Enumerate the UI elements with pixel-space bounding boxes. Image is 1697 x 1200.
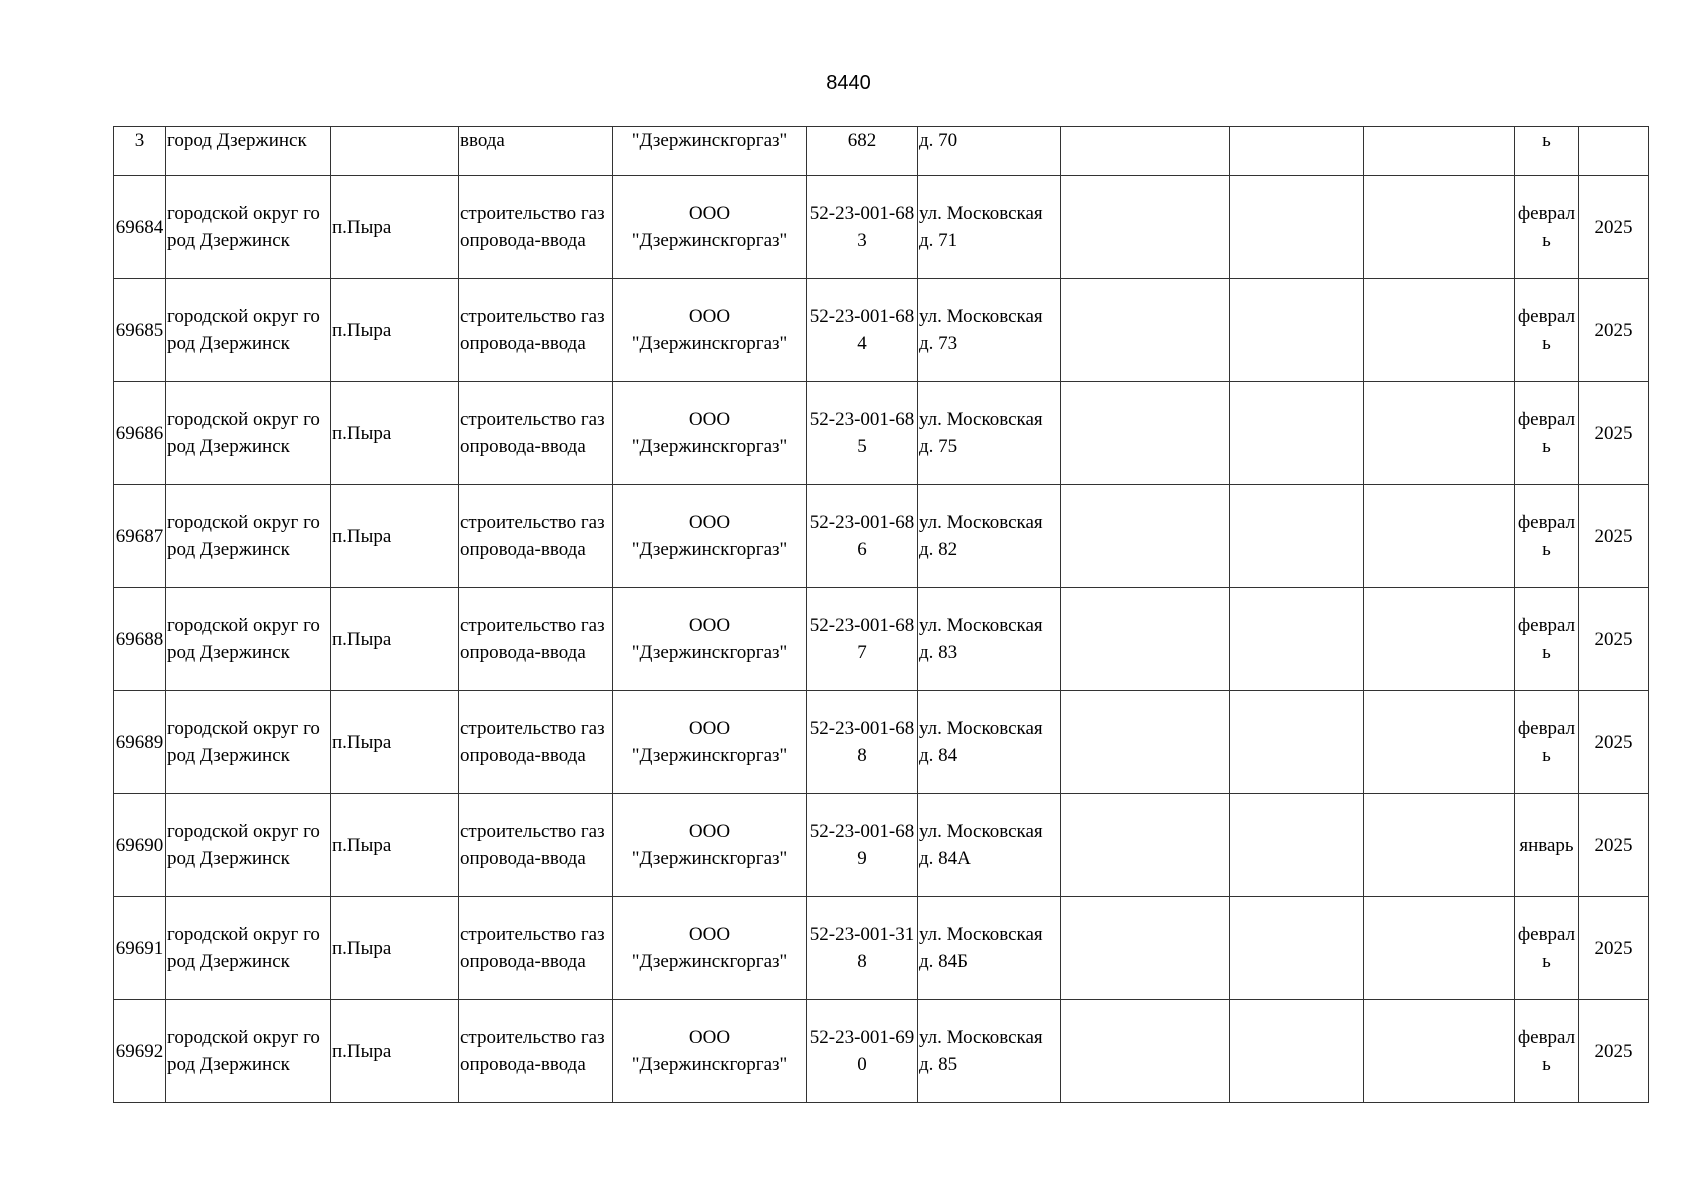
empty-cell-cell	[1061, 691, 1230, 794]
year-cell	[1579, 279, 1649, 382]
empty-cell-cell	[1230, 588, 1364, 691]
row-number-cell	[114, 588, 166, 691]
organization-line-2: "Дзержинскгоргаз"	[631, 951, 788, 972]
district-cell	[166, 588, 331, 691]
row-number-cell	[114, 176, 166, 279]
cadastral-code: 52-23-001-684	[809, 306, 915, 354]
organization-cell	[613, 485, 807, 588]
empty-cell-cell	[1364, 127, 1515, 176]
organization-cell	[613, 279, 807, 382]
table-row	[114, 485, 1649, 588]
year: 2025	[1594, 216, 1633, 238]
table-row	[114, 588, 1649, 691]
address-cell	[918, 897, 1061, 1000]
district-cell	[166, 279, 331, 382]
row-number: 69686	[115, 422, 164, 444]
cadastral-code-cell	[807, 1000, 918, 1103]
month-cell	[1515, 176, 1579, 279]
row-number-cell	[114, 1000, 166, 1103]
locality-cell	[331, 279, 459, 382]
address-line-1: ул. Московская	[919, 821, 1043, 842]
locality-cell	[331, 382, 459, 485]
month: февраль	[1517, 203, 1576, 251]
work-type-cell	[459, 897, 613, 1000]
empty-cell-cell	[1364, 588, 1515, 691]
year-cell	[1579, 897, 1649, 1000]
cadastral-code: 682	[847, 130, 877, 151]
work-type-cell	[459, 691, 613, 794]
cadastral-code: 52-23-001-687	[809, 615, 915, 663]
address-line-1: ул. Московская	[919, 512, 1043, 533]
month-cell	[1515, 794, 1579, 897]
row-number: 69688	[115, 628, 164, 650]
empty-cell-cell	[1230, 691, 1364, 794]
district: городской округ город Дзержинск	[167, 924, 320, 972]
empty-cell-cell	[1061, 897, 1230, 1000]
address-cell	[918, 691, 1061, 794]
organization-line-1: ООО	[688, 718, 731, 739]
empty-cell-cell	[1364, 691, 1515, 794]
empty-cell-cell	[1061, 176, 1230, 279]
organization-line-2: "Дзержинскгоргаз"	[631, 1054, 788, 1075]
empty-cell-cell	[1364, 794, 1515, 897]
organization-line-2: "Дзержинскгоргаз"	[631, 333, 788, 354]
empty-cell-cell	[1061, 485, 1230, 588]
district-cell	[166, 176, 331, 279]
register-table	[113, 126, 1649, 1103]
row-number: 69687	[115, 525, 164, 547]
work-type-cell	[459, 588, 613, 691]
year: 2025	[1594, 422, 1633, 444]
work-type: ввода	[460, 130, 505, 151]
district: городской округ город Дзержинск	[167, 1027, 320, 1075]
cadastral-code-cell	[807, 794, 918, 897]
work-type: строительство газопровода-ввода	[460, 203, 605, 251]
district-cell	[166, 485, 331, 588]
organization-line-1: ООО	[688, 1027, 731, 1048]
address-line-1: ул. Московская	[919, 718, 1043, 739]
locality-cell	[331, 485, 459, 588]
empty-cell-cell	[1230, 176, 1364, 279]
work-type-cell	[459, 279, 613, 382]
year-cell	[1579, 176, 1649, 279]
month-cell	[1515, 382, 1579, 485]
year: 2025	[1594, 628, 1633, 650]
organization-line-2: "Дзержинскгоргаз"	[631, 848, 788, 869]
row-number: 69684	[115, 216, 164, 238]
locality-cell	[331, 897, 459, 1000]
cadastral-code-cell	[807, 279, 918, 382]
month: февраль	[1517, 1027, 1576, 1075]
district-cell	[166, 794, 331, 897]
cadastral-code: 52-23-001-686	[809, 512, 915, 560]
month: январь	[1519, 834, 1574, 856]
empty-cell-cell	[1364, 382, 1515, 485]
address-cell	[918, 794, 1061, 897]
empty-cell-cell	[1230, 279, 1364, 382]
district: городской округ город Дзержинск	[167, 512, 320, 560]
empty-cell-cell	[1230, 794, 1364, 897]
table-row	[114, 897, 1649, 1000]
address-cell	[918, 382, 1061, 485]
year: 2025	[1594, 834, 1633, 856]
empty-cell-cell	[1230, 127, 1364, 176]
cadastral-code: 52-23-001-685	[809, 409, 915, 457]
district-cell	[166, 691, 331, 794]
cadastral-code: 52-23-001-688	[809, 718, 915, 766]
empty-cell-cell	[1061, 794, 1230, 897]
month-cell	[1515, 485, 1579, 588]
organization-line-2: "Дзержинскгоргаз"	[631, 436, 788, 457]
cadastral-code-cell	[807, 691, 918, 794]
organization-line-1: ООО	[688, 306, 731, 327]
year-cell	[1579, 794, 1649, 897]
empty-cell-cell	[1230, 485, 1364, 588]
row-number: 69685	[115, 319, 164, 341]
empty-cell-cell	[1061, 127, 1230, 176]
address-cell	[918, 279, 1061, 382]
work-type-cell	[459, 1000, 613, 1103]
row-number-cell	[114, 897, 166, 1000]
month-cell	[1515, 691, 1579, 794]
month: февраль	[1517, 512, 1576, 560]
address-line-2: д. 84А	[919, 848, 971, 869]
month-cell	[1515, 1000, 1579, 1103]
organization-line-1: ООО	[688, 924, 731, 945]
cadastral-code: 52-23-001-683	[809, 203, 915, 251]
month: февраль	[1517, 409, 1576, 457]
locality: п.Пыра	[332, 937, 392, 959]
row-number: 69691	[115, 937, 164, 959]
empty-cell-cell	[1364, 279, 1515, 382]
organization-line-2: "Дзержинскгоргаз"	[631, 642, 788, 663]
locality-cell	[331, 176, 459, 279]
row-number: 69690	[115, 834, 164, 856]
organization: "Дзержинскгоргаз"	[631, 130, 788, 151]
work-type-cell	[459, 485, 613, 588]
locality-cell	[331, 1000, 459, 1103]
district-cell	[166, 382, 331, 485]
address-cell	[918, 176, 1061, 279]
locality: п.Пыра	[332, 422, 392, 444]
table-row	[114, 794, 1649, 897]
cadastral-code-cell	[807, 382, 918, 485]
work-type: строительство газопровода-ввода	[460, 615, 605, 663]
cadastral-code: 52-23-001-689	[809, 821, 915, 869]
year-cell	[1579, 691, 1649, 794]
district-cell	[166, 897, 331, 1000]
organization-cell	[613, 897, 807, 1000]
year-cell	[1579, 588, 1649, 691]
address-line-2: д. 85	[919, 1054, 958, 1075]
address-cell	[918, 127, 1061, 176]
organization-cell	[613, 127, 807, 176]
organization-cell	[613, 588, 807, 691]
row-number: 69692	[115, 1040, 164, 1062]
locality: п.Пыра	[332, 319, 392, 341]
row-number-cell	[114, 279, 166, 382]
address-line-2: д. 84	[919, 745, 958, 766]
table-row	[114, 176, 1649, 279]
table-row	[114, 691, 1649, 794]
row-number-cell	[114, 382, 166, 485]
locality-cell	[331, 691, 459, 794]
year: 2025	[1594, 731, 1633, 753]
table-row	[114, 382, 1649, 485]
address-line-1: ул. Московская	[919, 203, 1043, 224]
month: февраль	[1517, 924, 1576, 972]
month: февраль	[1517, 306, 1576, 354]
cadastral-code-cell	[807, 897, 918, 1000]
work-type-cell	[459, 382, 613, 485]
organization-line-1: ООО	[688, 409, 731, 430]
address-line-2: д. 75	[919, 436, 958, 457]
cadastral-code: 52-23-001-318	[809, 924, 915, 972]
organization-cell	[613, 691, 807, 794]
empty-cell-cell	[1364, 176, 1515, 279]
locality: п.Пыра	[332, 834, 392, 856]
empty-cell-cell	[1230, 382, 1364, 485]
organization-line-1: ООО	[688, 821, 731, 842]
work-type: строительство газопровода-ввода	[460, 512, 605, 560]
organization-line-1: ООО	[688, 203, 731, 224]
year-cell	[1579, 1000, 1649, 1103]
district: городской округ город Дзержинск	[167, 718, 320, 766]
empty-cell-cell	[1061, 279, 1230, 382]
year: 2025	[1594, 319, 1633, 341]
locality: п.Пыра	[332, 731, 392, 753]
district: город Дзержинск	[167, 130, 307, 151]
address-line-1: ул. Московская	[919, 615, 1043, 636]
year: 2025	[1594, 1040, 1633, 1062]
month-cell	[1515, 279, 1579, 382]
address-cell	[918, 485, 1061, 588]
address-cell	[918, 1000, 1061, 1103]
month-cell	[1515, 588, 1579, 691]
month: февраль	[1517, 615, 1576, 663]
locality-cell	[331, 127, 459, 176]
organization-line-2: "Дзержинскгоргаз"	[631, 539, 788, 560]
row-number: 3	[134, 130, 145, 151]
month-cell	[1515, 897, 1579, 1000]
address-line-2: д. 82	[919, 539, 958, 560]
address-line-2: д. 83	[919, 642, 958, 663]
cadastral-code-cell	[807, 176, 918, 279]
district-cell	[166, 127, 331, 176]
row-number: 69689	[115, 731, 164, 753]
page-number: 8440	[826, 72, 871, 94]
address-line-2: д. 71	[919, 230, 958, 251]
empty-cell-cell	[1364, 485, 1515, 588]
address: д. 70	[919, 130, 958, 151]
year: 2025	[1594, 937, 1633, 959]
work-type-cell	[459, 176, 613, 279]
address-line-2: д. 84Б	[919, 951, 969, 972]
cadastral-code: 52-23-001-690	[809, 1027, 915, 1075]
row-number-cell	[114, 794, 166, 897]
year-cell	[1579, 485, 1649, 588]
year-cell	[1579, 382, 1649, 485]
locality: п.Пыра	[332, 216, 392, 238]
cadastral-code-cell	[807, 588, 918, 691]
table-row	[114, 127, 1649, 176]
organization-line-1: ООО	[688, 615, 731, 636]
address-line-1: ул. Московская	[919, 924, 1043, 945]
empty-cell-cell	[1230, 897, 1364, 1000]
work-type-cell	[459, 127, 613, 176]
month: ь	[1542, 130, 1551, 151]
cadastral-code-cell	[807, 127, 918, 176]
table-row	[114, 279, 1649, 382]
row-number-cell	[114, 485, 166, 588]
work-type-cell	[459, 794, 613, 897]
address-line-1: ул. Московская	[919, 1027, 1043, 1048]
district: городской округ город Дзержинск	[167, 409, 320, 457]
month: февраль	[1517, 718, 1576, 766]
address-cell	[918, 588, 1061, 691]
locality: п.Пыра	[332, 1040, 392, 1062]
work-type: строительство газопровода-ввода	[460, 821, 605, 869]
work-type: строительство газопровода-ввода	[460, 409, 605, 457]
address-line-1: ул. Московская	[919, 409, 1043, 430]
organization-cell	[613, 1000, 807, 1103]
locality: п.Пыра	[332, 525, 392, 547]
work-type: строительство газопровода-ввода	[460, 924, 605, 972]
work-type: строительство газопровода-ввода	[460, 718, 605, 766]
district: городской округ город Дзержинск	[167, 615, 320, 663]
row-number-cell	[114, 691, 166, 794]
address-line-2: д. 73	[919, 333, 958, 354]
work-type: строительство газопровода-ввода	[460, 306, 605, 354]
locality-cell	[331, 588, 459, 691]
organization-line-2: "Дзержинскгоргаз"	[631, 745, 788, 766]
empty-cell-cell	[1061, 1000, 1230, 1103]
empty-cell-cell	[1364, 1000, 1515, 1103]
year-cell	[1579, 127, 1649, 176]
work-type: строительство газопровода-ввода	[460, 1027, 605, 1075]
organization-cell	[613, 176, 807, 279]
cadastral-code-cell	[807, 485, 918, 588]
table-row	[114, 1000, 1649, 1103]
empty-cell-cell	[1230, 1000, 1364, 1103]
district: городской округ город Дзержинск	[167, 203, 320, 251]
month-cell	[1515, 127, 1579, 176]
organization-line-2: "Дзержинскгоргаз"	[631, 230, 788, 251]
organization-cell	[613, 794, 807, 897]
locality-cell	[331, 794, 459, 897]
district: городской округ город Дзержинск	[167, 821, 320, 869]
year: 2025	[1594, 525, 1633, 547]
empty-cell-cell	[1061, 382, 1230, 485]
district-cell	[166, 1000, 331, 1103]
address-line-1: ул. Московская	[919, 306, 1043, 327]
district: городской округ город Дзержинск	[167, 306, 320, 354]
empty-cell-cell	[1061, 588, 1230, 691]
row-number-cell	[114, 127, 166, 176]
organization-cell	[613, 382, 807, 485]
organization-line-1: ООО	[688, 512, 731, 533]
locality: п.Пыра	[332, 628, 392, 650]
empty-cell-cell	[1364, 897, 1515, 1000]
